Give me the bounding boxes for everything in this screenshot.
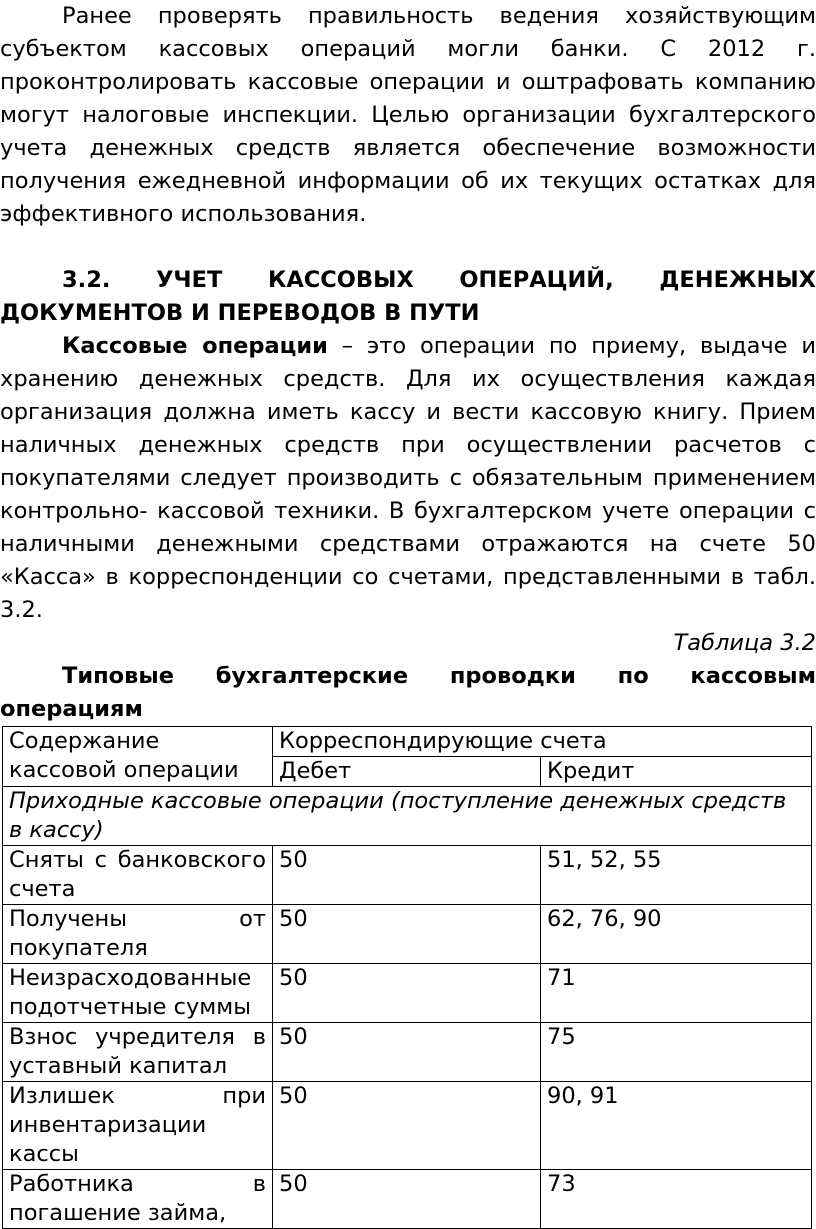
table-row (3, 1170, 812, 1229)
row-credit: 62, 76, 90 (541, 905, 812, 964)
header-credit: Кредит (541, 757, 812, 787)
row-credit: 71 (541, 964, 812, 1023)
table-title: Типовые бухгалтерские проводки по кассовым операциям (0, 663, 816, 722)
header-debit: Дебет (273, 757, 541, 787)
section-heading (0, 264, 816, 330)
row-desc: Работника в погашение займа, (3, 1170, 273, 1229)
table-header-row (3, 727, 812, 757)
row-desc: Получены от покупателя (3, 905, 273, 964)
row-debit: 50 (273, 964, 541, 1023)
row-debit: 50 (273, 1023, 541, 1082)
table-row (3, 846, 812, 905)
row-desc: Взнос учредителя в уставный капитал (3, 1023, 273, 1082)
row-credit: 75 (541, 1023, 812, 1082)
section-title: УЧЕТ КАССОВЫХ ОПЕРАЦИЙ, ДЕНЕЖНЫХ ДОКУМЕНТОВ И ПЕРЕВОДОВ В ПУТИ (0, 267, 816, 326)
paragraph-intro: Ранее проверять правильность ведения хозяйствующим субъектом кассовых операций могли банки. С 2012 г. проконтролировать кассовые операции и оштрафовать компанию могут налоговые инспекции. Целью организации бухгалтерского учета денежных средств является обеспечение возможности получения ежедневной информации об их текущих остатках для эффективного использования. (0, 3, 816, 227)
row-desc: Неизрасходованные подотчетные суммы (3, 964, 273, 1023)
header-accounts: Корреспондирующие счета (273, 727, 812, 757)
row-credit: 90, 91 (541, 1082, 812, 1170)
table-row (3, 964, 812, 1023)
table-section-row (3, 787, 812, 846)
header-content: Содержание кассовой операции (3, 727, 273, 787)
row-desc: Излишек при инвентаризации кассы (3, 1082, 273, 1170)
paragraph-cash-operations-text: – это операции по приему, выдаче и хранению денежных средств. Для их осуществления каждая организация должна иметь кассу и вести кассовую книгу. Прием наличных денежных средств при осуществлении расчетов с покупателями следует производить с обязательным применением контрольно- кассовой техники. В бухгалтерском учете операции с наличными денежными средствами отражаются на счете 50 «Касса» в корреспонденции со счетами, представленными в табл. 3.2. (0, 333, 816, 623)
table-row (3, 1023, 812, 1082)
row-desc: Сняты с банковского счета (3, 846, 273, 905)
row-credit: 73 (541, 1170, 812, 1229)
cash-entries-table (2, 726, 812, 1229)
paragraph-cash-operations (0, 330, 816, 627)
row-debit: 50 (273, 905, 541, 964)
row-debit: 50 (273, 1082, 541, 1170)
term-cash-operations: Кассовые операции (62, 333, 328, 359)
section-number: 3.2. (62, 267, 111, 293)
row-credit: 51, 52, 55 (541, 846, 812, 905)
table-row (3, 1082, 812, 1170)
table-caption: Таблица 3.2 (673, 630, 816, 656)
table-row (3, 905, 812, 964)
section-incoming: Приходные кассовые операции (поступление денежных средств в кассу) (3, 787, 812, 846)
row-debit: 50 (273, 846, 541, 905)
row-debit: 50 (273, 1170, 541, 1229)
